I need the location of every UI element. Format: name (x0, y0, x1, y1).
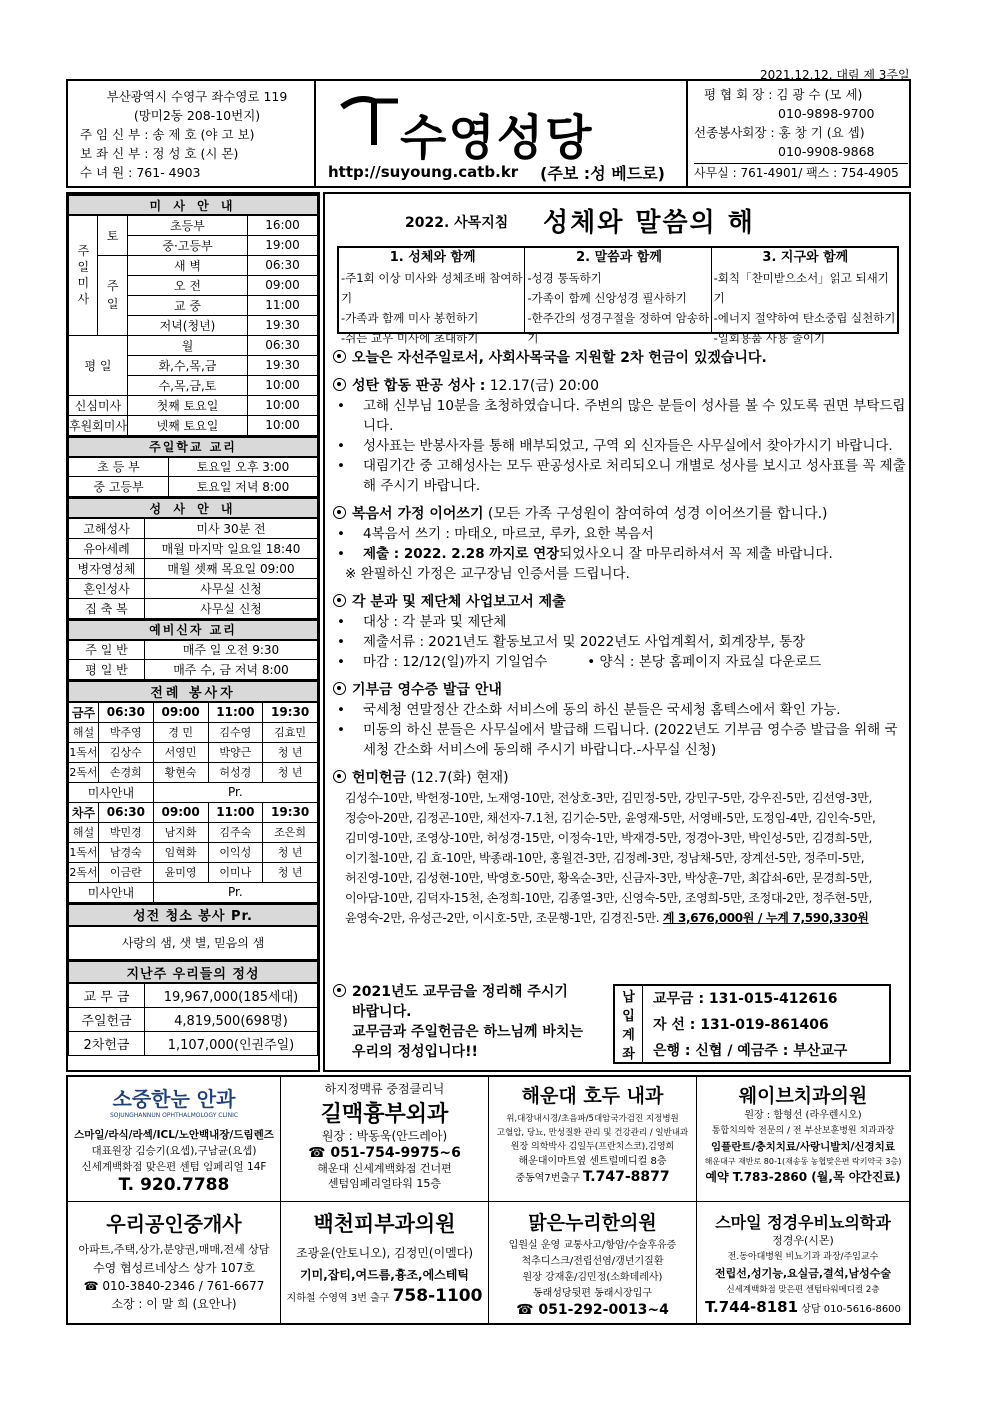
ad-line: 고혈압, 당뇨, 만성질환 관리 및 건강관리 / 일반내과 (496, 1128, 689, 1138)
ad-line: 원장 : 함형선 (라우렌시오) (744, 1110, 862, 1121)
offering-type: 교 무 금 (69, 983, 145, 1007)
ad-line: 센텀임페리얼타워 15층 (327, 1177, 442, 1190)
ad-phone: 758-1100 (392, 1286, 483, 1306)
ad-line: ☎ 010-3840-2346 / 761-6677 (83, 1279, 265, 1293)
account-charity: 자 선 : 131-019-861406 (653, 1017, 829, 1033)
ad-name: 우리공인중개사 (106, 1212, 242, 1236)
saturday-label: 토 (98, 215, 127, 255)
bullet-icon (333, 770, 346, 783)
donor-line: 이기철-10만, 김 효-10만, 박종래-10만, 홍월견-3만, 김정례-3만, 정남채-5만, 장계선-5만, 정주미-5만, (345, 851, 865, 865)
notice-gospel (333, 504, 907, 524)
cleaning-groups: 사랑의 샘, 샛 별, 믿음의 샘 (69, 926, 318, 960)
mass-name: 월 (127, 335, 247, 355)
sacrament-table (68, 497, 318, 619)
server: 경 민 (153, 722, 208, 742)
servers-title: 전례 봉사자 (69, 681, 318, 702)
notice-title: 기부금 영수증 발급 안내 (352, 682, 502, 698)
mass-name: 화,수,목,금 (127, 355, 247, 375)
logo-area (318, 81, 688, 186)
notices (333, 340, 907, 928)
bullet-icon (333, 350, 346, 363)
notice-item: • 대상 : 각 분과 및 제단체 (333, 612, 907, 632)
ad-dermatology[interactable] (281, 1202, 488, 1323)
notice-subtitle: (모든 가족 구성원이 참여하여 성경 이어쓰기를 합니다.) (487, 506, 828, 522)
weekday-label: 평 일 (69, 335, 128, 395)
mass-guide-value: Pr. (153, 882, 317, 902)
servers-time: 11:00 (208, 702, 263, 722)
notice-deadline: 제출 : 2022. 2.28 까지로 연장 (363, 546, 560, 562)
role: 해설 (69, 822, 99, 842)
donor-line-text: 윤영숙-2만, 유성근-2만, 이시호-5만, 조문행-1만, 김경진-5만. (345, 911, 660, 925)
offering-type: 주일헌금 (69, 1007, 145, 1031)
sacrament-title: 성 사 안 내 (69, 498, 318, 518)
parish-info (68, 81, 316, 186)
ad-line: 척추디스크/전립선염/갱년기질환 (521, 1256, 664, 1267)
server: 허성경 (208, 762, 263, 782)
mass-time: 19:00 (248, 235, 318, 255)
ad-realtor[interactable] (68, 1202, 280, 1323)
ad-line: 원장 의학박사 김일두(프란치스코),김영희 (510, 1142, 675, 1152)
server: 박민경 (99, 822, 154, 842)
ad-line: 스마일/라식/라섹/ICL/노안백내장/드림렌즈 (74, 1129, 274, 1141)
mass-schedule-table (68, 194, 318, 436)
servers-week-label: 금주 (69, 702, 99, 722)
role: 2독서 (69, 862, 99, 882)
notice-confession (333, 376, 907, 396)
ad-line: 원장 : 박동욱(안드레아) (321, 1129, 448, 1143)
server: 박주영 (99, 722, 154, 742)
cleaning-title: 성전 청소 봉사 Pr. (69, 904, 318, 926)
offering-title: 지난주 우리들의 정성 (69, 961, 318, 983)
ads-section (66, 1075, 911, 1325)
role: 1독서 (69, 742, 99, 762)
pillar-item: -쉬는 교우 미사에 초대하기 (341, 331, 479, 345)
ad-line: 아파트,주택,상가,분양권,매매,전세 상담 (78, 1243, 270, 1256)
notice-title: 각 분과 및 제단체 사업보고서 제출 (352, 594, 566, 610)
special-mass-time: 10:00 (248, 415, 318, 435)
mass-time: 11:00 (248, 295, 318, 315)
dues-line: 바랍니다. (352, 1004, 412, 1020)
ad-line: 전립선,성기능,요실금,결석,남성수술 (714, 1267, 892, 1280)
notice-deadline: 마감 : 12/12(일)까지 기일엄수 (363, 654, 548, 670)
special-mass-name: 신심미사 (69, 395, 128, 415)
pastor: 주 임 신 부 : 송 제 호 (야 고 보) (80, 127, 255, 142)
server: 청 년 (263, 862, 318, 882)
donor-line: 김성수-10만, 박헌정-10만, 노재영-10만, 전상호-3만, 김민정-5만, 강민구-5만, 강우진-5만, 김선영-3만, (345, 791, 872, 805)
server: 박양근 (208, 742, 263, 762)
mass-time: 06:30 (248, 335, 318, 355)
parish-address: 부산광역시 수영구 좌수영로 119 (106, 89, 288, 104)
ad-line: 신세계백화점 맞은편 센텀 임페리얼 14F (81, 1161, 267, 1173)
servers-time: 11:00 (208, 802, 263, 822)
office-contact: 사무실 : 761-4901/ 팩스 : 754-4905 (694, 163, 908, 183)
bank-details (643, 986, 889, 1062)
servers-time: 06:30 (99, 702, 154, 722)
class-time: 매주 일 오전 9:30 (145, 640, 318, 660)
ad-line: 신세계백화점 맞은편 센텀타워메디컬 2층 (726, 1285, 880, 1295)
mass-time: 16:00 (248, 215, 318, 235)
notice-item: • 고해 신부님 10분을 초청하였습니다. 주변의 많은 분들이 성사를 볼 수 있도록 권면 부탁드립니다. (333, 396, 907, 436)
notice-rice-offering (333, 768, 907, 788)
ad-name: 웨이브치과의원 (738, 1085, 868, 1107)
notice-item: • 대림기간 중 고해성사는 모두 판공성사로 처리되오니 개별로 성사를 보시고 성사표를 꼭 제출해 주시기 바랍니다. (333, 456, 907, 496)
pillar-item: -가족과 함께 미사 봉헌하기 (341, 311, 479, 325)
pillar-title: 2. 말씀과 함께 (576, 250, 662, 265)
mass-time: 19:30 (248, 355, 318, 375)
liturgy-servers-table (68, 680, 318, 903)
server: 남경숙 (99, 842, 154, 862)
class-name: 주 일 반 (69, 640, 145, 660)
donor-line (345, 908, 907, 928)
servers-time: 09:00 (153, 802, 208, 822)
ad-name: 맑은누리한의원 (528, 1212, 657, 1234)
server: 이금란 (99, 862, 154, 882)
notice-charity (333, 348, 907, 368)
class-time: 매주 수, 금 저녁 8:00 (145, 660, 318, 680)
bank-account-box (613, 984, 891, 1064)
pillar-item: -가족이 함께 신앙성경 필사하기 (527, 291, 687, 305)
mass-name: 중·고등부 (127, 235, 247, 255)
ad-line: 기미,잡티,여드름,흉조,에스테틱 (300, 1268, 469, 1282)
ad-line: 정경우(시몬) (772, 1234, 834, 1247)
sacrament-name: 집 축 복 (69, 598, 145, 618)
notice-item-text: 되었사오니 잘 마무리하셔서 꼭 제출 바랍니다. (559, 546, 833, 562)
notice-dues (333, 982, 613, 1062)
donor-list (333, 788, 907, 928)
server: 이미나 (208, 862, 263, 882)
ad-subtitle: SOJUNGHANNUN OPHTHALMOLOGY CLINIC (109, 1112, 239, 1119)
bullet-icon (333, 506, 346, 519)
bullet-icon (333, 984, 346, 997)
servers-time: 09:00 (153, 702, 208, 722)
council-chair: 평 협 회 장 : 김 광 수 (모 세) (704, 87, 863, 102)
parish-logo-text: 수영성당 (400, 110, 594, 166)
ad-internal-medicine[interactable] (489, 1077, 696, 1201)
ad-line: 지하철 수영역 3번 출구 (286, 1293, 390, 1304)
servers-time: 19:30 (263, 702, 318, 722)
ad-oriental-clinic[interactable] (489, 1202, 696, 1323)
sacrament-name: 유아세례 (69, 538, 145, 558)
sacrament-name: 병자영성체 (69, 558, 145, 578)
ad-line: 동래성당뒷편 동래시장입구 (532, 1288, 653, 1299)
mass-guide-value: Pr. (153, 782, 317, 802)
mass-schedule-title: 미 사 안 내 (69, 195, 318, 215)
notice-date: (12.7(화) 현재) (410, 770, 509, 786)
sunday-mass-label: 주 일 미 사 (69, 215, 98, 335)
ad-surgery-clinic[interactable] (281, 1077, 488, 1201)
servers-week-label: 차주 (69, 802, 99, 822)
notice-item: • 제출서류 : 2021년도 활동보고서 및 2022년도 사업계획서, 회계장부, 통장 (333, 632, 907, 652)
ad-line: 조광윤(안토니오), 김정민(이멜다) (295, 1246, 474, 1260)
donor-line: 이아담-10만, 김덕자-15천, 손정희-10만, 김종열-3만, 신영숙-5만, 조영희-5만, 조정대-2만, 정주현-5만, (345, 891, 872, 905)
bullet-icon (333, 682, 346, 695)
ad-phone: T.744-8181 (705, 1298, 799, 1316)
ad-name: 소중한눈 안과 (112, 1087, 236, 1111)
bank-label: 납 입 계 좌 (615, 986, 643, 1062)
sacrament-name: 혼인성사 (69, 578, 145, 598)
ad-dental-clinic[interactable] (697, 1077, 909, 1201)
ad-name: 해운대 호두 내과 (521, 1085, 664, 1107)
mass-time: 09:00 (248, 275, 318, 295)
class-time: 토요일 오후 3:00 (169, 457, 318, 477)
left-column (66, 192, 320, 1072)
server: 윤미영 (153, 862, 208, 882)
bank-owner: 은행 : 신협 / 예금주 : 부산교구 (653, 1043, 848, 1059)
server: 김수영 (208, 722, 263, 742)
servers-time: 19:30 (263, 802, 318, 822)
class-name: 평 일 반 (69, 660, 145, 680)
notice-item: • 성사표는 반봉사자를 통해 배부되었고, 구역 외 신자들은 사무실에서 찾아가시기 바랍니다. (333, 436, 907, 456)
dues-line: 우리의 정성입니다!! (352, 1044, 478, 1060)
ad-tagline: 하지정맥류 중점클리닉 (324, 1082, 445, 1096)
ad-name: 스마일 정경우비뇨의학과 (715, 1213, 891, 1232)
ad-line: 전.동아대병원 비뇨기과 과장/주임교수 (727, 1252, 879, 1262)
donor-line: 허진영-10만, 김성현-10만, 박영호-50만, 황옥순-3만, 신금자-3만, 박상훈-7만, 최갑쇠-6만, 문경희-5만, (345, 871, 872, 885)
special-mass-name: 후원회미사 (69, 415, 128, 435)
ad-line: 수영 협성르네상스 상가 107호 (93, 1261, 255, 1275)
ad-phone: ☎ 051-754-9975~6 (308, 1145, 461, 1161)
server: 김주숙 (208, 822, 263, 842)
role: 2독서 (69, 762, 99, 782)
council-info (692, 81, 910, 187)
sacrament-time: 매월 셋째 목요일 09:00 (145, 558, 318, 578)
server: 청 년 (263, 742, 318, 762)
pillar-item: -한주간의 성경구절을 정하여 암송하기 (527, 311, 710, 345)
convent-phone: 수 녀 원 : 761- 4903 (80, 165, 201, 180)
pillar-3 (712, 248, 897, 345)
volunteer-head-phone: 010-9908-9868 (778, 144, 875, 159)
pillar-2 (525, 248, 711, 345)
offering-amount: 4,819,500(698명) (145, 1007, 318, 1031)
mass-name: 교 중 (127, 295, 247, 315)
ad-line: 해운대 신세계백화점 건너편 (317, 1162, 452, 1175)
server: 황현숙 (153, 762, 208, 782)
notice-note: ※ 완필하신 가정은 교구장님 인증서를 드립니다. (345, 566, 630, 582)
ad-line: 해운대구 재반로 80-1(재송동 농협맞은편 락키약국 3층) (704, 1157, 902, 1166)
ad-name: 백천피부과의원 (313, 1212, 456, 1236)
notice-item: • 미동의 하신 분들은 사무실에서 발급해 드립니다. (2022년도 기부금 영수증 발급을 위해 국세청 간소화 서비스에 동의해 주시기 바랍니다.-사무실 신청) (333, 720, 907, 760)
special-mass-day: 넷째 토요일 (127, 415, 247, 435)
ad-line: 중동역7번출구 (515, 1173, 580, 1184)
sacrament-time: 매월 마지막 일요일 18:40 (145, 538, 318, 558)
offering-amount: 1,107,000(인권주일) (145, 1031, 318, 1055)
catechumen-title: 예비신자 교리 (69, 620, 318, 640)
role: 해설 (69, 722, 99, 742)
catechumen-table (68, 619, 318, 681)
dues-line: 교무금과 주일헌금은 하느님께 바치는 (352, 1024, 584, 1040)
sunday-label: 주 일 (98, 255, 127, 335)
ad-line: 입원실 운영 교통사고/항암/수술후유증 (508, 1240, 677, 1251)
pillar-item: -일회용품 사용 줄이기 (713, 331, 826, 345)
mass-name: 저녁(청년) (127, 315, 247, 335)
mass-name: 새 벽 (127, 255, 247, 275)
server: 김효민 (263, 722, 318, 742)
notice-text: 오늘은 자선주일로서, 사회사목국을 지원할 2차 헌금이 있겠습니다. (352, 350, 767, 366)
pillar-item: -주1회 이상 미사와 성체조배 참여하기 (341, 271, 523, 305)
theme-label: 2022. 사목지침 (405, 215, 509, 231)
notice-title: 헌미헌금 (352, 770, 407, 786)
website-link[interactable]: http://suyoung.catb.kr (328, 163, 519, 181)
ad-phone: T. 920.7788 (118, 1175, 230, 1195)
mass-time: 10:00 (248, 375, 318, 395)
account-dues: 교무금 : 131-015-412616 (653, 991, 838, 1007)
pillar-item: -회칙「찬미받으소서」읽고 되새기기 (713, 271, 889, 305)
server: 청 년 (263, 842, 318, 862)
cleaning-table (68, 903, 318, 961)
sunday-school-table (68, 436, 318, 498)
notice-item (333, 652, 907, 672)
mass-name: 오 전 (127, 275, 247, 295)
ad-phone: T.747-8877 (582, 1169, 670, 1185)
donor-line: 정승아-20만, 김정곤-10만, 채선자-7.1천, 김기순-5만, 윤영재-5만, 서영배-5만, 도정임-4만, 김인숙-5만, (345, 811, 876, 825)
mass-name: 수,목,금,토 (127, 375, 247, 395)
council-chair-phone: 010-9898-9700 (778, 106, 875, 121)
pillar-title: 3. 지구와 함께 (762, 250, 849, 265)
special-mass-day: 첫째 토요일 (127, 395, 247, 415)
mass-time: 19:30 (248, 315, 318, 335)
servers-time: 06:30 (99, 802, 154, 822)
sacrament-time: 미사 30분 전 (145, 518, 318, 538)
mass-guide-label: 미사안내 (69, 782, 154, 802)
server: 김상수 (99, 742, 154, 762)
ad-line: 원장 강재훈/김민정(소화데레사) (522, 1272, 663, 1283)
server: 서영민 (153, 742, 208, 762)
donor-line: 김미영-10만, 조영상-10만, 허성경-15만, 이정숙-1만, 박재경-5만, 정경아-3만, 박인성-5만, 김경희-5만, (345, 831, 872, 845)
server: 조은희 (263, 822, 318, 842)
notice-title: 복음서 가정 이어쓰기 (352, 506, 484, 522)
pillar-item: -성경 통독하기 (527, 271, 602, 285)
special-mass-time: 10:00 (248, 395, 318, 415)
volunteer-head: 선종봉사회장 : 홍 창 기 (요 셉) (694, 125, 865, 140)
class-time: 토요일 저녁 8:00 (169, 477, 318, 497)
theme-title: 성체와 말씀의 해 (543, 208, 755, 238)
server: 남지화 (153, 822, 208, 842)
bullet-icon (333, 594, 346, 607)
ad-eye-clinic[interactable] (68, 1077, 280, 1201)
notice-reports (333, 592, 907, 612)
offering-table (68, 960, 318, 1056)
donation-total: 계 3,676,000원 / 누계 7,590,330원 (662, 911, 869, 925)
server: 이익성 (208, 842, 263, 862)
mass-time: 06:30 (248, 255, 318, 275)
sacrament-name: 고해성사 (69, 518, 145, 538)
sacrament-time: 사무실 신청 (145, 578, 318, 598)
mass-guide-label: 미사안내 (69, 882, 154, 902)
server: 청 년 (263, 762, 318, 782)
issue-date: 2021.12.12. 대림 제 3주일 (760, 68, 910, 82)
main-column (323, 192, 911, 1072)
ad-phone: ☎ 051-292-0013~4 (516, 1302, 669, 1318)
ad-line: 대표원장 김승기(요셉),구남균(요셉) (91, 1145, 257, 1157)
bulletin-name: (주보 :성 베드로) (540, 164, 665, 183)
parish-address-old: (망미2동 208-10번지) (133, 108, 261, 123)
role: 1독서 (69, 842, 99, 862)
ad-owner: 소장 : 이 말 희 (요안나) (111, 1297, 237, 1311)
bullet-icon (333, 378, 346, 391)
server: 손경희 (99, 762, 154, 782)
offering-amount: 19,967,000(185세대) (145, 983, 318, 1007)
ad-line: 통합치의학 전문의 / 전 부산보훈병원 치과과장 (711, 1126, 895, 1136)
server: 임혁화 (153, 842, 208, 862)
church-logo-icon (338, 87, 408, 147)
ad-phone: 예약 T.783-2860 (월,목 야간진료) (705, 1170, 901, 1184)
ad-name: 길맥흉부외과 (320, 1102, 449, 1127)
class-name: 초 등 부 (69, 457, 169, 477)
notice-item: • 4복음서 쓰기 : 마태오, 마르코, 루카, 요한 복음서 (333, 524, 907, 544)
sacrament-time: 사무실 신청 (145, 598, 318, 618)
pillar-item: -에너지 절약하여 탄소중립 실천하기 (713, 311, 896, 325)
pillar-1 (339, 248, 525, 345)
ad-line: 임플란트/충치치료/사랑니발치/신경치료 (711, 1141, 895, 1153)
mass-name: 초등부 (127, 215, 247, 235)
sunday-school-title: 주일학교 교리 (69, 437, 318, 457)
pastoral-pillars (337, 246, 899, 345)
class-name: 중 고등부 (69, 477, 169, 497)
notice-receipt (333, 680, 907, 700)
notice-title: 성탄 합동 판공 성사 : (352, 378, 486, 394)
notice-date: 12.17(금) 20:00 (489, 378, 600, 394)
notice-item (333, 544, 907, 564)
offering-type: 2차헌금 (69, 1031, 145, 1055)
dues-line: 2021년도 교무금을 정리해 주시기 (352, 984, 568, 1000)
ad-line: 해운대이마트옆 센트럴메디컬 8층 (518, 1156, 667, 1167)
ad-urology[interactable] (697, 1202, 909, 1323)
ad-line: 위,대장내시경/초음파/5대암국가검진 지정병원 (506, 1114, 679, 1124)
notice-form: • 양식 : 본당 홈페이지 자료실 다운로드 (587, 654, 822, 670)
notice-item: • 국세청 연말정산 간소화 서비스에 동의 하신 분들은 국세청 홈텍스에서 확인 가능. (333, 700, 907, 720)
ad-phone-secondary: 상담 010-5616-8600 (801, 1304, 901, 1315)
masthead (66, 79, 911, 188)
assistant-priest: 보 좌 신 부 : 정 성 호 (시 몬) (80, 146, 239, 161)
pillar-title: 1. 성체와 함께 (389, 250, 476, 265)
